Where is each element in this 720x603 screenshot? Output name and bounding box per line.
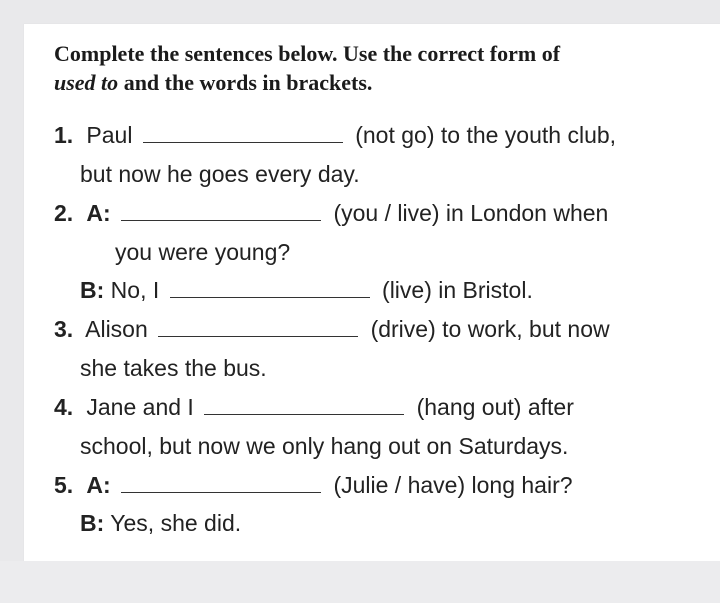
item-4-before: Jane and I [86, 394, 194, 420]
item-4-after: (hang out) after [416, 394, 574, 420]
item-5-b-answer: Yes, she did. [110, 510, 242, 536]
item-2-b-before: No, I [110, 277, 160, 303]
item-3-number: 3. [54, 316, 74, 342]
item-1-before: Paul [86, 122, 133, 148]
item-3-continuation: she takes the bus. [80, 355, 267, 381]
instructions-line-1: Complete the sentences below. Use the correct form of [54, 41, 561, 66]
item-5-after: (Julie / have) long hair? [333, 472, 573, 498]
item-1-line [54, 121, 616, 149]
item-5-b-line [80, 509, 241, 537]
item-4-line [54, 393, 574, 421]
item-5-blank[interactable] [121, 472, 321, 493]
item-2-b-after: (live) in Bristol. [382, 277, 533, 303]
item-2-b-line [80, 276, 533, 304]
item-1-after: (not go) to the youth club, [355, 122, 617, 148]
item-2-number: 2. [54, 200, 74, 226]
instructions-used-to: used to [54, 70, 119, 95]
item-5-number: 5. [54, 472, 74, 498]
item-2-speaker-a: A: [86, 200, 111, 226]
item-4-continuation: school, but now we only hang out on Saturdays. [80, 433, 569, 459]
item-2-continuation: you were young? [115, 239, 291, 265]
item-2-blank-a[interactable] [121, 200, 321, 221]
item-3-line [54, 315, 610, 343]
item-2-blank-b[interactable] [170, 277, 370, 298]
item-2-after: (you / live) in London when [333, 200, 609, 226]
item-2-speaker-b: B: [80, 277, 105, 303]
item-1-continuation: but now he goes every day. [80, 161, 360, 187]
item-5-speaker-b: B: [80, 510, 105, 536]
instructions-line-2: and the words in brackets. [118, 70, 373, 95]
item-4-blank[interactable] [204, 394, 404, 415]
item-1-blank[interactable] [143, 122, 343, 143]
instructions [54, 39, 694, 97]
item-5-speaker-a: A: [86, 472, 111, 498]
bottom-background [0, 561, 720, 603]
item-1-number: 1. [54, 122, 74, 148]
item-3-blank[interactable] [158, 316, 358, 337]
item-3-before: Alison [85, 316, 148, 342]
item-5-line [54, 471, 573, 499]
item-4-number: 4. [54, 394, 74, 420]
item-3-after: (drive) to work, but now [370, 316, 610, 342]
item-2-line [54, 199, 608, 227]
